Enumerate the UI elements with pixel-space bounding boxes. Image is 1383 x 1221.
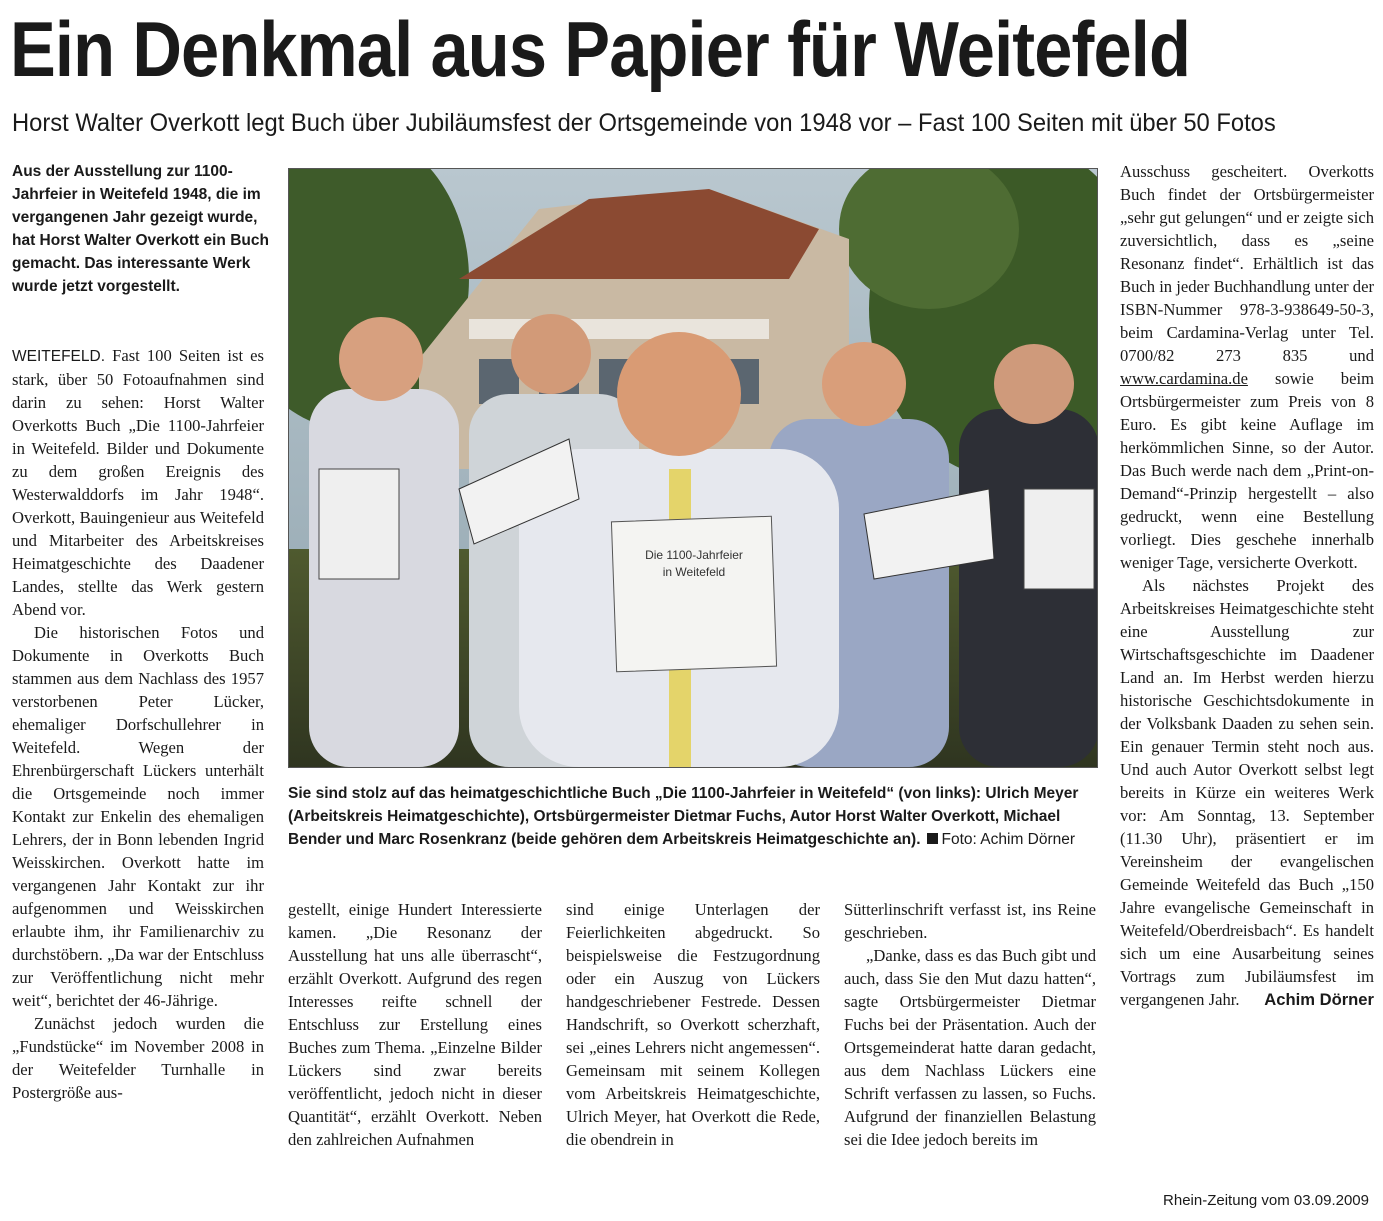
paragraph: Zunächst jedoch wurden die „Fundstücke“ im November 2008 in der Weitefelder Turnhalle in Postergröße aus- <box>12 1014 264 1102</box>
caption-text: Sie sind stolz auf das heimatgeschichtliche Buch „Die 1100-Jahrfeier in Weitefeld“ (von links): Ulrich Meyer (Arbeitskreis Heimatgeschichte), Ortsbürgermeister Dietmar Fuchs, Autor Horst Walter Overkott, Michael Bender und Marc Rosenkranz (beide gehören dem Arbeitskreis Heimatgeschichte an). <box>288 785 1079 848</box>
book-title-line1: Die 1100-Jahrfeier <box>645 548 743 562</box>
article-column-1 <box>12 344 264 1104</box>
dateline: WEITEFELD. <box>12 348 106 365</box>
group-photo-image <box>289 169 1097 767</box>
author-signature: Achim Dörner <box>1264 990 1374 1009</box>
source-note: Rhein-Zeitung vom 03.09.2009 <box>1163 1192 1369 1209</box>
paragraph-text: Als nächstes Projekt des Arbeitskreises Heimatgeschichte steht eine Ausstellung zur Wirtschaftsgeschichte im Daadener Land an. Im Herbst werden hierzu historische Geschichtsdokumente in der Volksbank Daaden zu sehen sein. Ein genauer Termin steht noch aus. Und auch Autor Overkott selbst legt bereits in Kürze ein weiteres Werk vor: Am Sonntag, 13. September (11.30 Uhr), präsentiert er im Vereinsheim der evangelischen Gemeinde Weitefeld das Buch „150 Jahre evangelische Gemeinschaft in Weitefeld/Oberdreisbach“. Es handelt sich um eine Ausarbeitung seines Vortrags zum Jubiläumsfest im vergangenen Jahr. <box>1120 576 1374 1009</box>
paragraph <box>1120 160 1374 574</box>
teaser: Aus der Ausstellung zur 1100-Jahrfeier in Weitefeld 1948, die im vergangenen Jahr gezeigt wurde, hat Horst Walter Overkott ein Buch gemacht. Das interessante Werk wurde jetzt vorgestellt. <box>12 163 269 295</box>
paragraph-text: Fast 100 Seiten ist es stark, über 50 Fotoaufnahmen sind darin zu sehen: Horst Walter Overkotts Buch „Die 1100-Jahrfeier in Weitefeld. Bilder und Dokumente zu dem großen Ereignis des Westerwalddorfs im Jahr 1948“. Overkott, Bauingenieur aus Weitefeld und Mitarbeiter des Arbeitskreises Heimatgeschichte des Daadener Landes, stellte das Werk gestern Abend vor. <box>12 346 264 619</box>
subheadline: Horst Walter Overkott legt Buch über Jubiläumsfest der Ortsgemeinde von 1948 vor – Fast 100 Seiten mit über 50 Fotos <box>12 109 1276 137</box>
article-column-2 <box>288 898 542 1151</box>
website-link[interactable]: www.cardamina.de <box>1120 369 1248 388</box>
paragraph: gestellt, einige Hundert Interessierte kamen. „Die Resonanz der Ausstellung hat uns alle überrascht“, erzählt Overkott. Aufgrund des regen Interesses reifte schnell der Entschluss zur Erstellung eines Buches zum Thema. „Einzelne Bilder Lückers sind zwar bereits veröffentlicht, jedoch nicht in dieser Quantität“, erzählt Overkott. Neben den zahlreichen Aufnahmen <box>288 900 542 1149</box>
paragraph: Sütterlinschrift verfasst ist, ins Reine geschrieben. <box>844 900 1096 942</box>
paragraph-text: Ausschuss gescheitert. Overkotts Buch findet der Ortsbürgermeister „sehr gut gelungen“ und er zeigte sich zuversichtlich, dass es „seine Resonanz findet“. Erhältlich ist das Buch in jeder Buchhandlung unter der ISBN-Nummer 978-3-938649-50-3, beim Cardamina-Verlag unter Tel. 0700/82 273 835 und <box>1120 162 1374 365</box>
article-column-3 <box>566 898 820 1151</box>
paragraph <box>12 344 264 621</box>
caption-square-marker <box>927 833 938 844</box>
paragraph-text: sowie beim Ortsbürgermeister zum Preis von 8 Euro. Es gibt keine Auflage im herkömmlichen Sinne, so der Autor. Das Buch werde nach dem „Print-on-Demand“-Prinzip hergestellt – also gedruckt, wenn eine Bestellung vorliegt. Dies geschehe innerhalb weniger Tage, versicherte Overkott. <box>1120 369 1374 572</box>
book-title-line2: in Weitefeld <box>662 565 726 579</box>
article-column-5 <box>1120 160 1374 1011</box>
photo-caption <box>288 782 1096 851</box>
paragraph: Die historischen Fotos und Dokumente in Overkotts Buch stammen aus dem Nachlass des 1957 verstorbenen Peter Lücker, ehemaliger Dorfschullehrer in Weitefeld. Wegen der Ehrenbürgerschaft Lückers unterhält die Ortsgemeinde noch immer Kontakt zur Enkelin des ehemaligen Lehrers, der in Bonn lebenden Ingrid Weisskirchen. Overkott hatte im vergangenen Jahr Kontakt zur ihr aufgenommen und Weisskirchen erlaubte ihm, ihr Familienarchiv zu durchstöbern. „Da war der Entschluss zur Veröffentlichung nicht mehr weit“, berichtet der 46-Jährige. <box>12 623 264 1010</box>
article-column-4 <box>844 898 1096 1151</box>
headline: Ein Denkmal aus Papier für Weitefeld <box>10 5 1191 93</box>
article-photo <box>288 168 1098 768</box>
paragraph: „Danke, dass es das Buch gibt und auch, dass Sie den Mut dazu hatten“, sagte Ortsbürgermeister Dietmar Fuchs bei der Präsentation. Auch der Ortsgemeinderat hatte daran gedacht, aus dem Nachlass Lückers eine Schrift verfassen zu lassen, so Fuchs. Aufgrund der finanziellen Belastung sei die Idee jedoch bereits im <box>844 946 1096 1149</box>
paragraph <box>1120 574 1374 1011</box>
photo-credit: Foto: Achim Dörner <box>941 831 1076 848</box>
paragraph: sind einige Unterlagen der Feierlichkeiten abgedruckt. So beispielsweise die Festzugordnung oder ein Auszug von Lückers handgeschriebener Festrede. Dessen Handschrift, so Overkott scherzhaft, sei „eines Lehrers nicht angemessen“. Gemeinsam mit seinem Kollegen vom Arbeitskreis Heimatgeschichte, Ulrich Meyer, hat Overkott die Rede, die obendrein in <box>566 900 820 1149</box>
